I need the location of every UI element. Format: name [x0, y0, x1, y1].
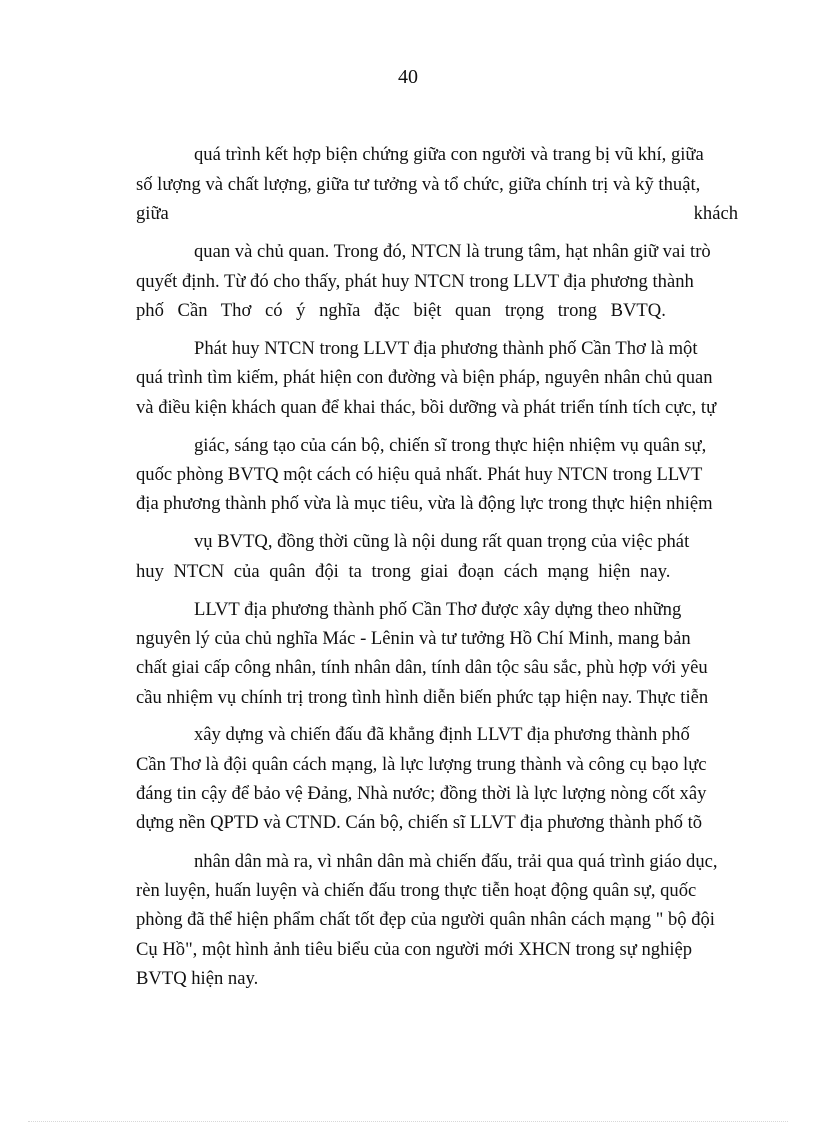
text-line: phố Cần Thơ có ý nghĩa đặc biệt quan trọng trong BVTQ.	[136, 300, 666, 321]
text-line: Cụ Hồ", một hình ảnh tiêu biểu của con người mới XHCN trong sự nghiệp	[136, 939, 693, 960]
text-line: quá trình tìm kiếm, phát hiện con đường và biện pháp, nguyên nhân chủ quan	[136, 367, 713, 388]
text-line: vụ BVTQ, đồng thời cũng là nội dung rất quan trọng của việc phát	[194, 531, 690, 552]
text-line: số lượng và chất lượng, giữa tư tưởng và tổ chức, giữa chính trị và kỹ thuật,	[136, 174, 701, 195]
text-line: phòng đã thể hiện phẩm chất tốt đẹp của người quân nhân cách mạng " bộ đội	[136, 909, 715, 930]
text-line: giác, sáng tạo của cán bộ, chiến sĩ trong thực hiện nhiệm vụ quân sự,	[194, 435, 707, 456]
text-word: giữa	[136, 203, 169, 224]
text-line-justified	[136, 202, 738, 226]
text-line: xây dựng và chiến đấu đã khẳng định LLVT địa phương thành phố	[194, 724, 690, 745]
page-number: 40	[398, 66, 418, 88]
text-line: LLVT địa phương thành phố Cần Thơ được xây dựng theo những	[194, 599, 682, 620]
text-line: rèn luyện, huấn luyện và chiến đấu trong thực tiễn hoạt động quân sự, quốc	[136, 880, 697, 901]
text-line: cầu nhiệm vụ chính trị trong tình hình diễn biến phức tạp hiện nay. Thực tiễn	[136, 687, 709, 708]
text-line: dựng nền QPTD và CTND. Cán bộ, chiến sĩ LLVT địa phương thành phố tõ	[136, 812, 703, 833]
text-line: và điều kiện khách quan để khai thác, bồi dưỡng và phát triển tính tích cực, tự	[136, 397, 717, 418]
text-line: quốc phòng BVTQ một cách có hiệu quả nhất. Phát huy NTCN trong LLVT	[136, 464, 703, 485]
text-line: chất giai cấp công nhân, tính nhân dân, tính dân tộc sâu sắc, phù hợp với yêu	[136, 657, 708, 678]
text-line: quan và chủ quan. Trong đó, NTCN là trung tâm, hạt nhân giữ vai trò	[194, 241, 711, 262]
text-line: đáng tin cậy để bảo vệ Đảng, Nhà nước; đồng thời là lực lượng nòng cốt xây	[136, 783, 707, 804]
text-word: khách	[693, 203, 738, 224]
text-line: quá trình kết hợp biện chứng giữa con người và trang bị vũ khí, giữa	[194, 144, 704, 165]
text-line: địa phương thành phố vừa là mục tiêu, vừa là động lực trong thực hiện nhiệm	[136, 493, 713, 514]
text-line: BVTQ hiện nay.	[136, 968, 259, 989]
text-line: quyết định. Từ đó cho thấy, phát huy NTCN trong LLVT địa phương thành	[136, 271, 694, 292]
page-bottom-divider	[28, 1121, 788, 1122]
text-line: Phát huy NTCN trong LLVT địa phương thành phố Cần Thơ là một	[194, 338, 698, 359]
text-line: huy NTCN của quân đội ta trong giai đoạn cách mạng hiện nay.	[136, 561, 671, 582]
text-line: nhân dân mà ra, vì nhân dân mà chiến đấu, trải qua quá trình giáo dục,	[194, 851, 718, 872]
text-line: Cần Thơ là đội quân cách mạng, là lực lượng trung thành và công cụ bạo lực	[136, 754, 707, 775]
text-line: nguyên lý của chủ nghĩa Mác - Lênin và tư tưởng Hồ Chí Minh, mang bản	[136, 628, 691, 649]
